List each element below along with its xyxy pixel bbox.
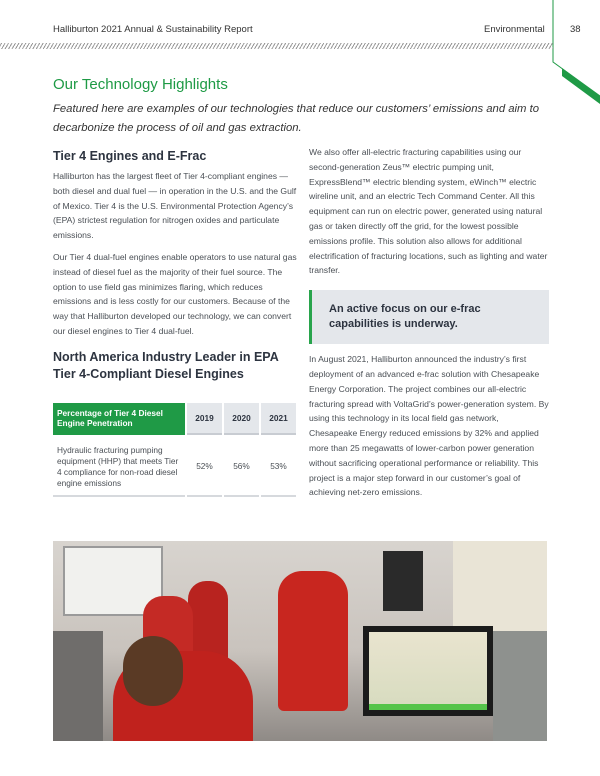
intro-text: Featured here are examples of our technologies that reduce our customers’ emissions and aim to decarbonize the process of oil and gas extraction. <box>53 103 540 134</box>
table-cell: 56% <box>224 435 259 497</box>
table-header: 2020 <box>224 403 259 435</box>
efrac-paragraph: We also offer all-electric fracturing capabilities using our second-generation Zeus™ electric pumping unit, ExpressBlend™ electric blending system, eWinch™ electric wireline unit, and an electric Tech Command Center. All this equipment can run on electric power, generated using natural gas or taken directly off the grid, for the lowest possible emissions profile. This solution also allows for additional electrification of fracturing locations, such as lighting and water transfer. <box>309 147 548 276</box>
tier4-paragraph: Our Tier 4 dual-fuel engines enable operators to use natural gas instead of diesel fuel as the majority of their fuel source. The option to use field gas minimizes flaring, which reduces emissions and is less costly for our customers. Because of the way that Halliburton developed our technology, we can convert our diesel engines to Tier 4 dual-fuel. <box>53 251 297 336</box>
table-header: 2019 <box>187 403 222 435</box>
leader-heading: North America Industry Leader in EPA Tier 4-Compliant Diesel Engines <box>53 349 279 381</box>
page-number: 38 <box>570 24 581 35</box>
table-cell: 52% <box>187 435 222 497</box>
table-header: 2021 <box>261 403 296 435</box>
section-label: Environmental <box>484 24 545 35</box>
penetration-table <box>51 403 298 497</box>
table-cell: 53% <box>261 435 296 497</box>
efrac-paragraph: In August 2021, Halliburton announced the industry’s first deployment of an advanced e-frac solution with Chesapeake Energy Corporation. The project combines our all-electric fracturing spread with VoltaGrid’s power-generation system. By using this technology in its local field gas network, Chesapeake Energy reduced emissions by 32% and applied more than 25 megawatts of lower-carbon power generation without sacrificing operational performance or reliability. This project is a major step forward in our customer’s goal of achieving net-zero emissions. <box>309 354 549 498</box>
right-column <box>309 148 549 500</box>
left-column <box>53 148 298 497</box>
page-title: Our Technology Highlights <box>53 76 228 93</box>
control-room-photo <box>53 541 547 741</box>
header-divider <box>0 43 553 49</box>
callout-box: An active focus on our e-frac capabilities is underway. <box>309 290 549 344</box>
table-row <box>53 435 296 497</box>
table-cell: Hydraulic fracturing pumping equipment (HHP) that meets Tier 4 compliance for non-road diesel engine emissions <box>53 435 185 497</box>
tier4-heading: Tier 4 Engines and E-Frac <box>53 149 207 163</box>
table-header-row <box>53 403 296 435</box>
tier4-paragraph: Halliburton has the largest fleet of Tier 4-compliant engines — both diesel and dual fuel — in operation in the U.S. and the Gulf of Mexico. Tier 4 is the U.S. Environmental Protection Agency’s (EPA) strictest regulation for nitrogen oxides and particulate emissions. <box>53 171 297 241</box>
report-title: Halliburton 2021 Annual & Sustainability Report <box>53 24 253 35</box>
table-header: Percentage of Tier 4 Diesel Engine Penetration <box>53 403 185 435</box>
